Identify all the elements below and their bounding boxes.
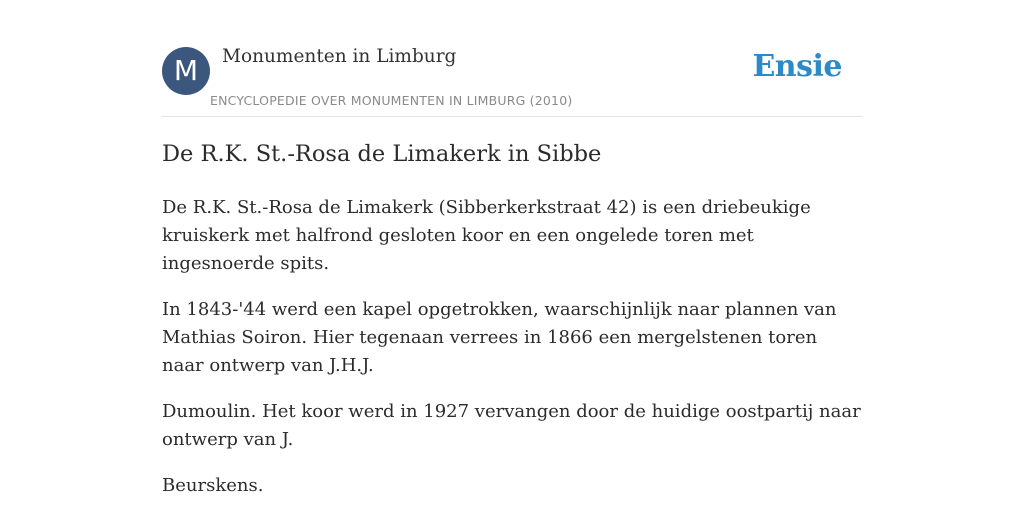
- article-paragraph: Beurskens.: [162, 475, 264, 496]
- page-header: [162, 0, 862, 117]
- book-subtitle: ENCYCLOPEDIE OVER MONUMENTEN IN LIMBURG (2010): [210, 93, 573, 108]
- article-paragraph: In 1843-'44 werd een kapel opgetrokken, waarschijnlijk naar plannen van Mathias Soiron. Hier tegenaan verrees in 1866 een mergelstenen toren naar ontwerp van J.H.J.: [162, 299, 837, 376]
- article-paragraph: De R.K. St.-Rosa de Limakerk (Sibberkerkstraat 42) is een driebeukige kruiskerk met halfrond gesloten koor en een ongelede toren met ingesnoerde spits.: [162, 197, 811, 274]
- book-title[interactable]: Monumenten in Limburg: [222, 46, 457, 67]
- article-paragraph: Dumoulin. Het koor werd in 1927 vervangen door de huidige oostpartij naar ontwerp van J.: [162, 401, 861, 450]
- book-avatar[interactable]: M: [162, 47, 210, 95]
- ensie-logo[interactable]: Ensie: [752, 49, 842, 84]
- article-content: [162, 138, 862, 512]
- article-title: De R.K. St.-Rosa de Limakerk in Sibbe: [162, 141, 602, 167]
